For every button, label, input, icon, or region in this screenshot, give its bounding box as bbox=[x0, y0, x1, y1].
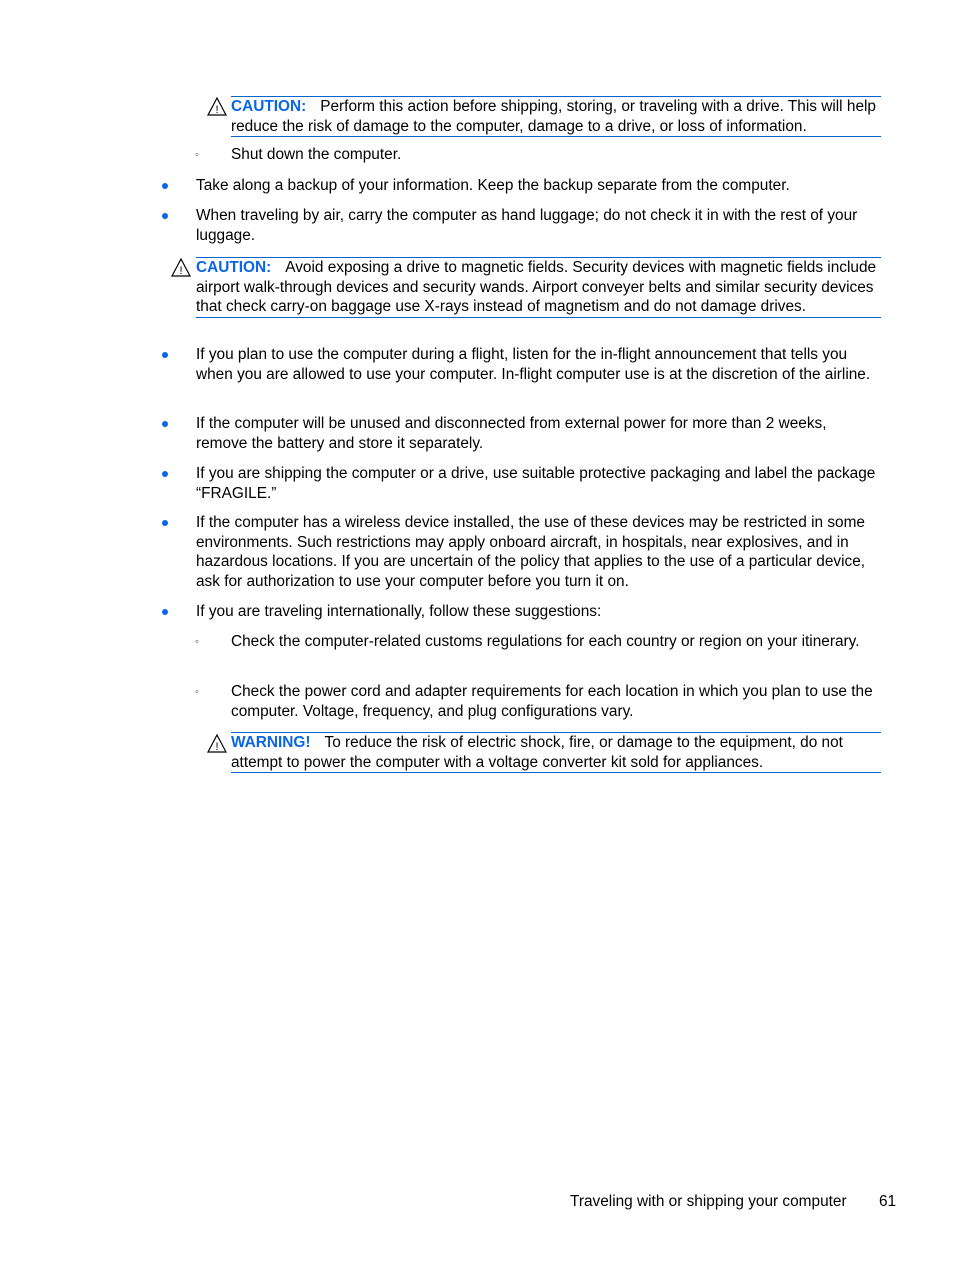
svg-text:!: ! bbox=[179, 265, 183, 277]
sub-bullet-marker: ◦ bbox=[195, 636, 199, 648]
svg-text:!: ! bbox=[215, 741, 219, 753]
caution-text: Perform this action before shipping, storing, or traveling with a drive. This will help reduce the risk of damage to the computer, damage to a drive, or loss of information. bbox=[231, 98, 876, 135]
sub-list-item: Check the computer-related customs regulations for each country or region on your itinerary. bbox=[231, 633, 860, 650]
list-item: Take along a backup of your information. Keep the backup separate from the computer. bbox=[196, 177, 790, 194]
list-item: If the computer has a wireless device installed, the use of these devices may be restricted in some environments. Such restrictions may apply onboard aircraft, in hospitals, near explosives, and in hazardous locations. If you are uncertain of the policy that applies to the use of a particular device, ask for authorization to use your computer before you turn it on. bbox=[196, 514, 866, 590]
list-item: If you are shipping the computer or a drive, use suitable protective packaging and label the package “FRAGILE.” bbox=[196, 465, 876, 502]
caution-triangle-icon bbox=[207, 97, 227, 116]
svg-text:!: ! bbox=[215, 104, 219, 116]
list-item: If the computer will be unused and disconnected from external power for more than 2 weeks, remove the battery and store it separately. bbox=[196, 415, 827, 452]
caution-label: CAUTION: bbox=[196, 259, 272, 276]
bullet-marker bbox=[162, 520, 168, 526]
warning-notice-voltage bbox=[231, 732, 881, 773]
bullet-marker bbox=[162, 213, 168, 219]
sub-bullet-marker: ◦ bbox=[195, 686, 199, 698]
caution-notice-magnetic bbox=[196, 257, 881, 318]
bullet-marker bbox=[162, 421, 168, 427]
page-number: 61 bbox=[879, 1193, 897, 1210]
list-item: When traveling by air, carry the computer as hand luggage; do not check it in with the rest of your luggage. bbox=[196, 207, 858, 244]
caution-triangle-icon bbox=[171, 258, 191, 277]
footer-section-title: Traveling with or shipping your computer bbox=[570, 1193, 847, 1210]
warning-label: WARNING! bbox=[231, 734, 311, 751]
warning-triangle-icon bbox=[207, 734, 227, 753]
warning-text: To reduce the risk of electric shock, fire, or damage to the equipment, do not attempt to power the computer with a voltage converter kit sold for appliances. bbox=[231, 734, 843, 771]
list-item: If you plan to use the computer during a flight, listen for the in-flight announcement that tells you when you are allowed to use your computer. In-flight computer use is at the discretion of the airline. bbox=[196, 346, 871, 383]
caution-text: Avoid exposing a drive to magnetic fields. Security devices with magnetic fields include airport walk-through devices and security wands. Airport conveyer belts and similar security devices that check carry-on baggage use X-rays instead of magnetism and do not damage drives. bbox=[196, 259, 877, 315]
bullet-marker bbox=[162, 471, 168, 477]
sub-list-item: Shut down the computer. bbox=[231, 146, 402, 163]
sub-list-item: Check the power cord and adapter requirements for each location in which you plan to use the computer. Voltage, frequency, and plug configurations vary. bbox=[231, 683, 873, 720]
bullet-marker bbox=[162, 609, 168, 615]
caution-notice-shipping bbox=[231, 96, 881, 137]
caution-label: CAUTION: bbox=[231, 98, 307, 115]
bullet-marker bbox=[162, 183, 168, 189]
list-item: If you are traveling internationally, follow these suggestions: bbox=[196, 603, 602, 620]
sub-bullet-marker: ◦ bbox=[195, 149, 199, 161]
bullet-marker bbox=[162, 352, 168, 358]
